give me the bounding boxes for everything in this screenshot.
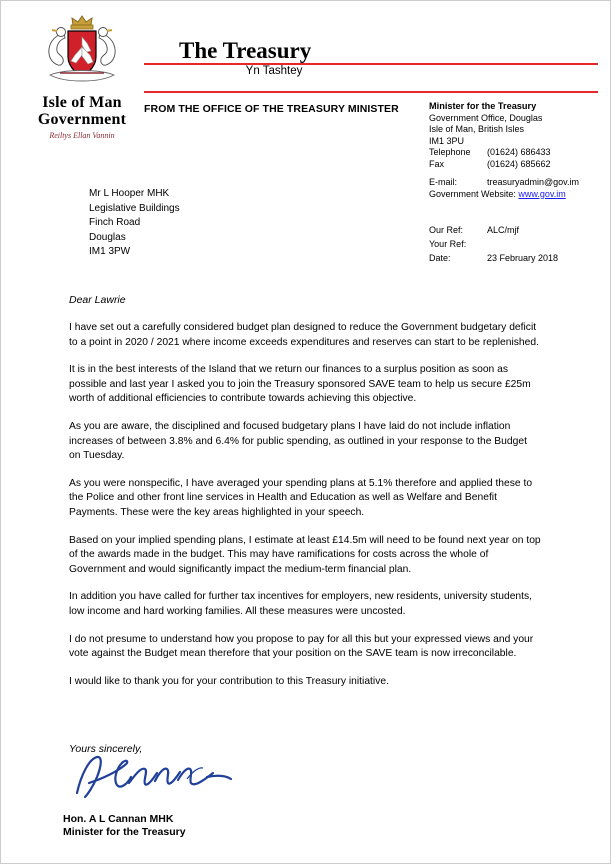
letter-paragraph: I would like to thank you for your contribution to this Treasury initiative.	[69, 675, 389, 687]
isle-of-man-crest	[27, 13, 137, 140]
header-rule-bottom	[144, 91, 598, 93]
letter-paragraph: In addition you have called for further tax incentives for employers, new residents, university students, low income and hard working families. All these measures were uncosted.	[69, 591, 533, 617]
our-ref-row	[429, 223, 601, 237]
recipient-line5: IM1 3PW	[89, 246, 131, 257]
website-label: Government Website:	[429, 188, 516, 199]
contact-address-line3: IM1 3PU	[429, 135, 465, 146]
your-ref-row	[429, 237, 601, 251]
recipient-line4: Douglas	[89, 231, 126, 243]
date-value: 23 February 2018	[487, 253, 559, 263]
recipient-line1: Mr L Hooper MHK	[89, 188, 170, 199]
letter-paragraph: I have set out a carefully considered budget plan designed to reduce the Government budgetary deficit to a point in 2020 / 2021 where income exceeds expenditures and reserves can start to be replenished.	[69, 322, 539, 348]
signature-image	[67, 749, 257, 807]
our-ref-value: ALC/mjf	[487, 225, 520, 235]
telephone-label: Telephone	[429, 147, 471, 157]
letter-body	[69, 321, 541, 702]
crest-title-line2: Government	[37, 111, 127, 128]
contact-block	[429, 101, 601, 200]
recipient-address	[89, 187, 180, 260]
reference-block	[429, 223, 601, 265]
from-office-line: FROM THE OFFICE OF THE TREASURY MINISTER	[144, 103, 399, 115]
crest-motto: Reiltys Ellan Vannin	[49, 131, 115, 140]
your-ref-label: Your Ref:	[429, 239, 467, 249]
signoff-name: Hon. A L Cannan MHK	[63, 813, 174, 825]
treasury-title-block	[179, 39, 439, 77]
contact-email-row	[429, 177, 601, 189]
date-row	[429, 251, 601, 265]
contact-address-line1: Government Office, Douglas	[429, 112, 543, 123]
fax-value: (01624) 685662	[487, 158, 551, 169]
contact-website-row	[429, 189, 601, 201]
website-link[interactable]: www.gov.im	[518, 188, 566, 199]
letter-paragraph: It is in the best interests of the Island that we return our finances to a surplus position as soon as possible and last year I asked you to join the Treasury sponsored SAVE team to help us secure £25m worth of additional efficiencies to contribute towards achieving this objective.	[69, 364, 531, 405]
email-label: E-mail:	[429, 177, 458, 187]
letter-paragraph: As you were nonspecific, I have averaged your spending plans at 5.1% therefore and applied these to the Police and other front line services in Health and Education as well as Welfare and Benefit Payments. These were the key areas highlighted in your speech.	[69, 477, 533, 518]
treasury-subtitle: Yn Tashtey	[245, 65, 303, 77]
letter-paragraph: As you are aware, the disciplined and focused budgetary plans I have laid do not include inflation increases of between 3.8% and 6.4% for public spending, as outlined in your response to the Budget on Tuesday.	[69, 420, 527, 462]
letter-paragraph: Based on your implied spending plans, I estimate at least £14.5m will need to be found next year on top of the awards made in the budget. This may have ramifications for costs across the whole of Government and would significantly impact the medium-term financial plan.	[69, 534, 541, 575]
coat-of-arms-icon	[27, 13, 137, 91]
recipient-line2: Legislative Buildings	[89, 202, 180, 214]
signoff-block	[63, 813, 186, 839]
telephone-value: (01624) 686433	[487, 147, 551, 157]
our-ref-label: Our Ref:	[429, 225, 464, 235]
letter-paragraph: I do not presume to understand how you propose to pay for all this but your expressed views and your vote against the Budget mean therefore that your position on the SAVE team is now irreconcilable.	[69, 633, 534, 660]
salutation: Dear Lawrie	[69, 294, 126, 306]
email-value[interactable]: treasuryadmin@gov.im	[487, 177, 579, 187]
contact-heading: Minister for the Treasury	[429, 101, 537, 111]
recipient-line3: Finch Road	[89, 217, 141, 228]
contact-fax-row	[429, 159, 601, 171]
closing-line: Yours sincerely,	[69, 743, 143, 755]
crest-title-line1: Isle of Man	[42, 94, 122, 111]
contact-telephone-row	[429, 147, 601, 159]
date-label: Date:	[429, 253, 451, 263]
contact-spacer	[429, 170, 601, 177]
contact-address-line2: Isle of Man, British Isles	[429, 124, 525, 134]
fax-label: Fax	[429, 158, 445, 169]
signoff-title: Minister for the Treasury	[63, 826, 186, 838]
header-rule-top	[144, 63, 598, 65]
treasury-title: The Treasury	[179, 38, 312, 63]
